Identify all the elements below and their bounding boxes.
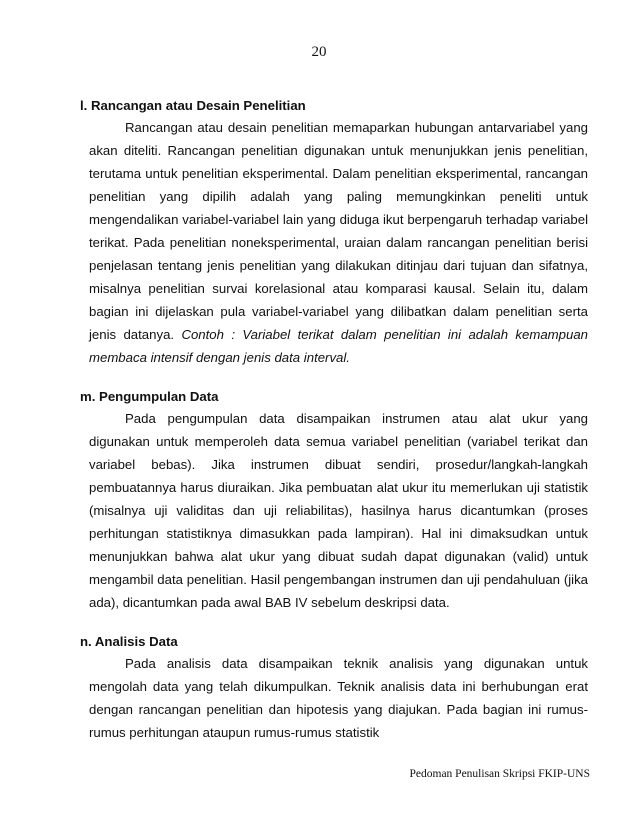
paragraph-text: Pada analisis data disampaikan teknik analisis yang digunakan untuk mengolah data yang telah dikumpulkan. Teknik analisis data ini berhubungan erat dengan rancangan penelitian dan hipotesis yang diajukan. Pada bagian ini rumus-rumus perhitungan ataupun rumus-rumus statistik bbox=[89, 656, 588, 740]
section-heading: n. Analisis Data bbox=[80, 634, 178, 649]
page-footer: Pedoman Penulisan Skripsi FKIP-UNS bbox=[409, 768, 590, 780]
section-paragraph bbox=[89, 116, 588, 369]
section-paragraph bbox=[89, 407, 588, 614]
section-data-analysis bbox=[80, 631, 588, 744]
paragraph-text: Rancangan atau desain penelitian memaparkan hubungan antarvariabel yang akan diteliti. Rancangan penelitian digunakan untuk menunjukkan jenis penelitian, terutama untuk penelitian eksperimental. Dalam penelitian eksperimental, rancangan penelitian yang dipilih adalah yang paling memungkinkan peneliti untuk mengendalikan variabel-variabel lain yang diduga ikut berpengaruh terhadap variabel terikat. Pada penelitian noneksperimental, uraian dalam rancangan penelitian berisi penjelasan tentang jenis penelitian yang dilakukan ditinjau dari tujuan dan sifatnya, misalnya penelitian survai korelasional atau komparasi kausal. Selain itu, dalam bagian ini dijelaskan pula variabel-variabel yang dilibatkan dalam penelitian serta jenis datanya. bbox=[89, 120, 588, 342]
section-paragraph bbox=[89, 652, 588, 744]
section-heading: m. Pengumpulan Data bbox=[80, 389, 219, 404]
document-body bbox=[80, 95, 588, 761]
paragraph-text: Pada pengumpulan data disampaikan instrumen atau alat ukur yang digunakan untuk memperoleh data semua variabel penelitian (variabel terikat dan variabel bebas). Jika instrumen dibuat sendiri, prosedur/langkah-langkah pembuatannya harus diuraikan. Jika pembuatan alat ukur itu memerlukan uji statistik (misalnya uji validitas dan uji reliabilitas), hasilnya harus dicantumkan (proses perhitungan statistiknya dimasukkan pada lampiran). Hal ini dimaksudkan untuk menunjukkan bahwa alat ukur yang dibuat sudah dapat digunakan (valid) untuk mengambil data penelitian. Hasil pengembangan instrumen dan uji pendahuluan (jika ada), dicantumkan pada awal BAB IV sebelum deskripsi data. bbox=[89, 411, 588, 610]
example-text: Contoh : Variabel terikat dalam penelitian ini adalah kemampuan membaca intensif dengan jenis data interval. bbox=[89, 327, 588, 365]
section-research-design bbox=[80, 95, 588, 369]
section-heading: l. Rancangan atau Desain Penelitian bbox=[80, 98, 306, 113]
section-data-collection bbox=[80, 386, 588, 614]
page-number: 20 bbox=[311, 44, 327, 60]
